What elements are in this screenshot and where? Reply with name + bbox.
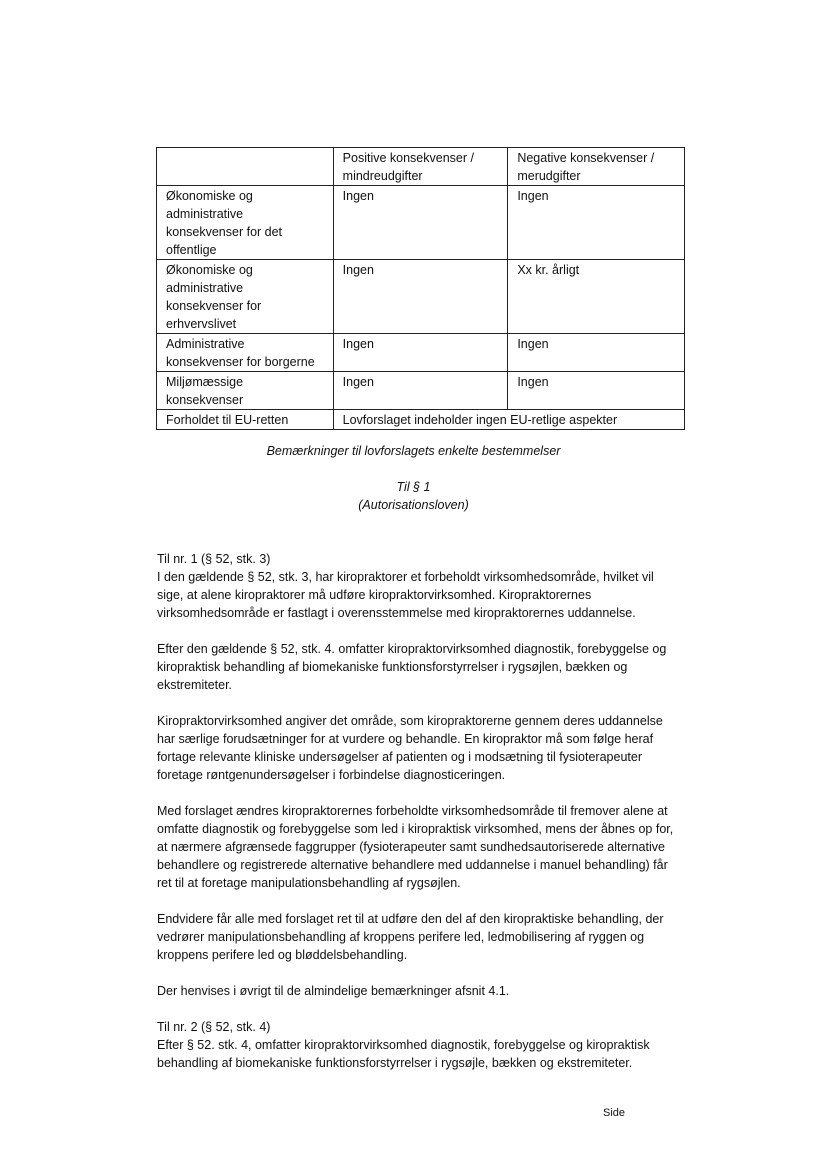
consequences-table: [156, 147, 685, 430]
table-cell: Miljømæssige konsekvenser: [157, 372, 334, 410]
table-cell: Økonomiske og administrative konsekvenser for det offentlige: [157, 186, 334, 260]
table-cell: Ingen: [508, 334, 685, 372]
table-row: [157, 260, 685, 334]
body-paragraph: Med forslaget ændres kiropraktorernes forbeholdte virksomhedsområde til fremover alene at omfatte diagnostik og forebyggelse som led i kiropraktisk virksomhed, mens der åbnes op for, at nærmere afgrænsede faggrupper (fysioterapeuter samt sundhedsautoriserede alternative behandlere og registrerede alternative behandlere med uddannelse i manuel behandling) får ret til at foretage manipulationsbehandling af rygsøjlen.: [157, 804, 674, 890]
table-cell: Lovforslaget indeholder ingen EU-retlige aspekter: [333, 410, 684, 430]
table-row: [157, 334, 685, 372]
table-row: [157, 372, 685, 410]
section-title: Bemærkninger til lovforslagets enkelte bestemmelser: [266, 444, 561, 458]
nr1-heading: Til nr. 1 (§ 52, stk. 3): [157, 552, 271, 566]
body-paragraph: Efter § 52. stk. 4, omfatter kiropraktorvirksomhed diagnostik, forebyggelse og kiropraktisk behandling af biomekaniske funktionsforstyrrelser i rygsøjle, bækken og ekstremiteter.: [157, 1038, 650, 1070]
table-header-cell: Positive konsekvenser / mindreudgifter: [333, 148, 508, 186]
body-text: [157, 550, 677, 1072]
table-cell: Administrative konsekvenser for borgerne: [157, 334, 334, 372]
page-footer-label: Side: [603, 1107, 626, 1119]
table-cell: Ingen: [333, 186, 508, 260]
table-cell: Økonomiske og administrative konsekvenser for erhvervslivet: [157, 260, 334, 334]
law-name: (Autorisationsloven): [358, 498, 469, 512]
body-paragraph: Kiropraktorvirksomhed angiver det område, som kiropraktorerne gennem deres uddannelse har særlige forudsætninger for at vurdere og behandle. En kiropraktor må som følge heraf fortage relevante kliniske undersøgelser af patienten og i modsætning til fysioterapeuter foretage røntgenundersøgelser i forbindelse diagnosticeringen.: [157, 714, 663, 782]
table-cell: Ingen: [508, 372, 685, 410]
table-cell: Ingen: [333, 260, 508, 334]
body-paragraph: Endvidere får alle med forslaget ret til at udføre den del af den kiropraktiske behandling, der vedrører manipulationsbehandling af kroppens perifere led, ledmobilisering af ryggen og kroppens perifere led og bløddelsbehandling.: [157, 912, 664, 962]
body-paragraph: I den gældende § 52, stk. 3, har kiropraktorer et forbeholdt virksomhedsområde, hvilket vil sige, at alene kiropraktorer må udføre kiropraktorvirksomhed. Kiropraktorernes virksomhedsområde er fastlagt i overensstemmelse med kiropraktorernes uddannelse.: [157, 570, 654, 620]
table-header-row: [157, 148, 685, 186]
table-cell: Forholdet til EU-retten: [157, 410, 334, 430]
table-row-eu: [157, 410, 685, 430]
table-header-cell: [157, 148, 334, 186]
table-cell: Ingen: [333, 372, 508, 410]
body-paragraph: Efter den gældende § 52, stk. 4. omfatter kiropraktorvirksomhed diagnostik, forebyggelse og kiropraktisk behandling af biomekaniske funktionsforstyrrelser i rygsøjlen, bækken og ekstremiteter.: [157, 642, 667, 692]
body-paragraph: Der henvises i øvrigt til de almindelige bemærkninger afsnit 4.1.: [157, 984, 510, 998]
paragraph-label: Til § 1: [396, 480, 431, 494]
nr2-heading: Til nr. 2 (§ 52, stk. 4): [157, 1020, 271, 1034]
table-row: [157, 186, 685, 260]
table-cell: Ingen: [508, 186, 685, 260]
table-cell: Xx kr. årligt: [508, 260, 685, 334]
table-header-cell: Negative konsekvenser / merudgifter: [508, 148, 685, 186]
table-cell: Ingen: [333, 334, 508, 372]
